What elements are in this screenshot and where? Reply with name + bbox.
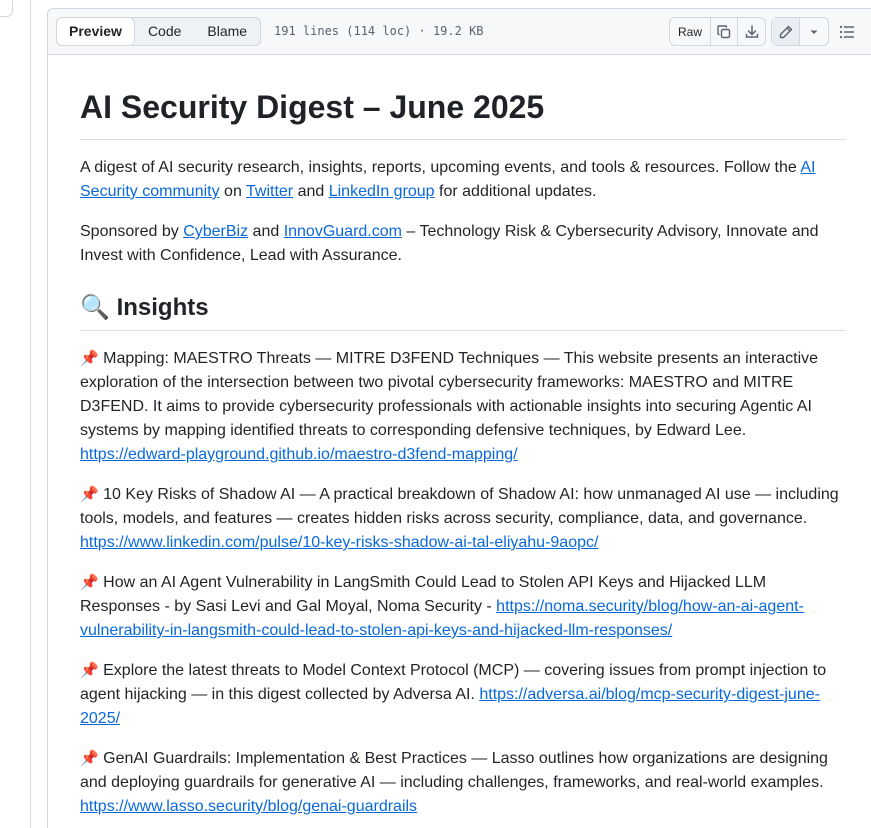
- insight-link[interactable]: https://adversa.ai/blog/mcp-security-digest-june-2025/: [80, 686, 820, 727]
- linkedin-group-link[interactable]: LinkedIn group: [328, 183, 435, 200]
- ai-security-community-link[interactable]: AI Security community: [80, 159, 816, 200]
- left-panel-edge: [0, 0, 13, 17]
- magnifier-icon: 🔍: [80, 294, 110, 321]
- file-meta: 191 lines (114 loc) · 19.2 KB: [274, 24, 484, 38]
- intro-text-1: A digest of AI security research, insights, reports, upcoming events, and tools & resources. Follow the: [80, 159, 801, 176]
- insight-item: [80, 747, 846, 819]
- pushpin-icon: 📌: [80, 350, 99, 367]
- copy-button[interactable]: [711, 18, 738, 45]
- pushpin-icon: 📌: [80, 662, 99, 679]
- insights-heading: [80, 293, 846, 331]
- edit-button[interactable]: [772, 18, 800, 45]
- outline-list-icon[interactable]: [838, 23, 856, 41]
- intro-paragraph: [80, 156, 846, 204]
- tab-blame[interactable]: Blame: [207, 23, 248, 39]
- insight-text: Explore the latest threats to Model Context Protocol (MCP) — covering issues from prompt injection to agent hijacking — in this digest collected by Adversa AI.: [80, 662, 827, 703]
- cyberbiz-link[interactable]: CyberBiz: [183, 223, 249, 240]
- pushpin-icon: 📌: [80, 574, 99, 591]
- insight-item: [80, 659, 846, 731]
- insights-heading-text: Insights: [116, 294, 209, 321]
- insight-link[interactable]: https://noma.security/blog/how-an-ai-agent-vulnerability-in-langsmith-could-lead-to-stolen-api-keys-and-hijacked-llm-responses/: [80, 598, 804, 639]
- caret-down-icon: [808, 26, 820, 38]
- page-title: AI Security Digest – June 2025: [80, 87, 846, 140]
- edit-actions: [771, 17, 829, 46]
- insight-text: Mapping: MAESTRO Threats — MITRE D3FEND Techniques — This website presents an interactive exploration of the intersection between two pivotal cybersecurity frameworks: MAESTRO and MITRE D3FEND. It aims to provide cybersecurity professionals with actionable insights into securing Agentic AI systems by mapping identified threats to corresponding defensive techniques, by Edward Lee.: [80, 350, 819, 439]
- pencil-icon: [778, 24, 794, 40]
- sponsor-text-1: Sponsored by: [80, 223, 184, 240]
- insight-text: GenAI Guardrails: Implementation & Best Practices — Lasso outlines how organizations are designing and deploying guardrails for generative AI — including challenges, frameworks, and real-world examples.: [80, 750, 828, 791]
- insight-text: 10 Key Risks of Shadow AI — A practical breakdown of Shadow AI: how unmanaged AI use — including tools, models, and features — creates hidden risks across security, compliance, data, and governance.: [80, 486, 839, 527]
- insight-link[interactable]: https://www.lasso.security/blog/genai-guardrails: [80, 798, 418, 815]
- insight-link[interactable]: https://www.linkedin.com/pulse/10-key-risks-shadow-ai-tal-eliyahu-9aopc/: [80, 534, 599, 551]
- intro-text-4: for additional updates.: [434, 183, 597, 200]
- insight-text: How an AI Agent Vulnerability in LangSmith Could Lead to Stolen API Keys and Hijacked LLM Responses - by Sasi Levi and Gal Moyal, Noma Security -: [80, 574, 767, 615]
- insight-item: [80, 347, 846, 467]
- file-viewer: [47, 8, 871, 828]
- sponsor-text-3: – Technology Risk & Cybersecurity Advisory, Innovate and Invest with Confidence, Lead with Assurance.: [80, 223, 819, 264]
- tab-preview[interactable]: Preview: [56, 17, 135, 46]
- edit-dropdown-button[interactable]: [800, 18, 828, 45]
- insight-item: [80, 571, 846, 643]
- pushpin-icon: 📌: [80, 750, 99, 767]
- view-mode-switcher: [56, 17, 261, 46]
- intro-text-2: on: [219, 183, 246, 200]
- markdown-body: [80, 71, 846, 819]
- insight-link[interactable]: https://edward-playground.github.io/maestro-d3fend-mapping/: [80, 446, 518, 463]
- tab-code[interactable]: Code: [147, 23, 182, 39]
- sponsor-paragraph: [80, 220, 846, 268]
- raw-button[interactable]: Raw: [670, 18, 711, 45]
- twitter-link[interactable]: Twitter: [246, 183, 294, 200]
- sponsor-text-2: and: [248, 223, 284, 240]
- file-header: [48, 9, 871, 55]
- copy-icon: [716, 24, 732, 40]
- download-icon: [744, 24, 760, 40]
- raw-actions: [669, 17, 766, 46]
- pushpin-icon: 📌: [80, 486, 99, 503]
- innovguard-link[interactable]: InnovGuard.com: [283, 223, 402, 240]
- insight-item: [80, 483, 846, 555]
- left-panel-divider: [30, 0, 31, 828]
- download-button[interactable]: [738, 18, 765, 45]
- intro-text-3: and: [293, 183, 329, 200]
